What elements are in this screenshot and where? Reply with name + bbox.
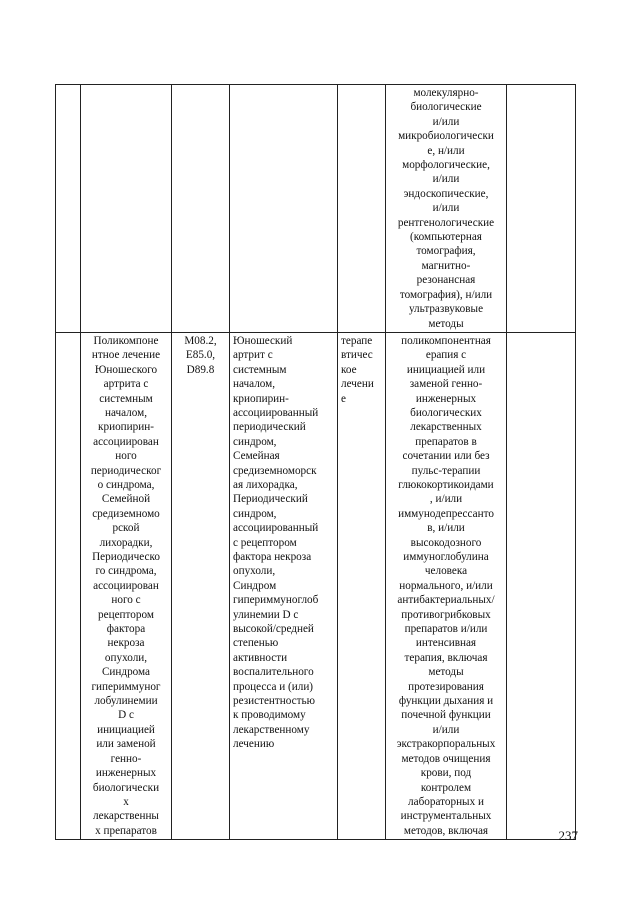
treatment-name-text: Поликомпоне нтное лечение Юношеского артрита с системным началом, криопирин- ассоциирован ного периодическог о синдрома, Семейной средиземномо рской лихорадки, Периодическо го синдрома, ассоциирован ного с рецептором фактора некроза опухоли, Синдрома гипериммуног лобулинемии D с инициацией или заменой генно- инженерных биологически х лекарственны х препаратов	[90, 334, 162, 837]
treatment-type-cell	[338, 332, 386, 839]
treatment-type-cell	[338, 85, 386, 333]
table-row	[56, 85, 576, 333]
icd-codes-cell	[172, 332, 230, 839]
cost-cell	[507, 85, 576, 333]
cost-cell	[507, 332, 576, 839]
treatment-name-cell	[81, 85, 172, 333]
patient-model-cell	[230, 85, 338, 333]
row-number-cell	[56, 332, 81, 839]
icd-codes-cell	[172, 85, 230, 333]
treatment-method-cell	[386, 85, 507, 333]
patient-model-text: Юношеский артрит с системным началом, криопирин- ассоциированный периодический синдром, Семейная средиземноморск ая лихорадка, Периодический синдром, ассоциированный с рецептором фактора некроза опухоли, Синдром гипериммуноглоб улинемии D с высокой/средней степенью активности воспалительного процесса и (или) резистентностью к проводимому лекарственному лечению	[233, 334, 319, 751]
table-row	[56, 332, 576, 839]
treatment-method-cell	[386, 332, 507, 839]
treatment-table	[55, 84, 576, 840]
treatment-name-cell	[81, 332, 172, 839]
patient-model-cell	[230, 332, 338, 839]
treatment-method-text: поликомпонентная ерапия с инициацией или заменой генно- инженерных биологических лекарственных препаратов в сочетании или без пульс-терапии глюкокортикоидами , и/или иммунодепрессанто в, и/или высокодозного иммуноглобулина человека нормального, и/или антибактериальных/ противогрибковых препаратов и/или интенсивная терапия, включая методы протезирования функции дыхания и почечной функции и/или экстракорпоральных методов очищения крови, под контролем лабораторных и инструментальных методов, включая	[396, 334, 496, 837]
treatment-method-text: молекулярно- биологические и/или микробиологически е, н/или морфологические, и/или эндоскопические, и/или рентгенологические (компьютерная томография, магнитно- резонансная томография), н/или ультразвуковые методы	[397, 87, 495, 330]
treatment-type-text: терапе втичес кое лечени е	[341, 334, 374, 405]
icd-codes-text: M08.2, E85.0, D89.8	[184, 334, 217, 376]
row-number-cell	[56, 85, 81, 333]
page-number: 237	[558, 828, 578, 843]
